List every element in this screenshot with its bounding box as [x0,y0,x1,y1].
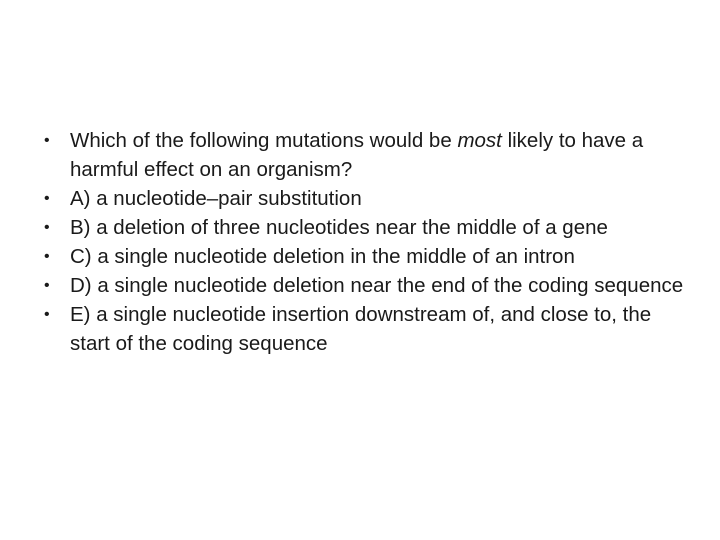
option-b [44,213,694,242]
bullet-icon: • [44,219,50,236]
bullet-icon: • [44,277,50,294]
option-c [44,242,694,271]
option-a-text: A) a nucleotide–pair substitution [70,187,362,210]
option-c-text: C) a single nucleotide deletion in the middle of an intron [70,245,575,268]
question-text-end: likely to have a harmful effect on an organism? [70,129,644,181]
question-emphasis: most [457,129,502,152]
option-b-text: B) a deletion of three nucleotides near the middle of a gene [70,216,608,239]
option-d-text: D) a single nucleotide deletion near the end of the coding sequence [70,274,684,297]
option-d [44,271,694,300]
bullet-icon: • [44,190,50,207]
option-e [44,300,694,358]
option-e-text: E) a single nucleotide insertion downstream of, and close to, the start of the coding sequence [70,303,652,355]
bullet-icon: • [44,248,50,265]
question-bullet-list [44,126,694,358]
bullet-icon: • [44,306,50,323]
bullet-icon: • [44,132,50,149]
question-text [70,129,643,181]
question-item [44,126,694,184]
question-text-start: Which of the following mutations would be [70,129,458,152]
option-a [44,184,694,213]
